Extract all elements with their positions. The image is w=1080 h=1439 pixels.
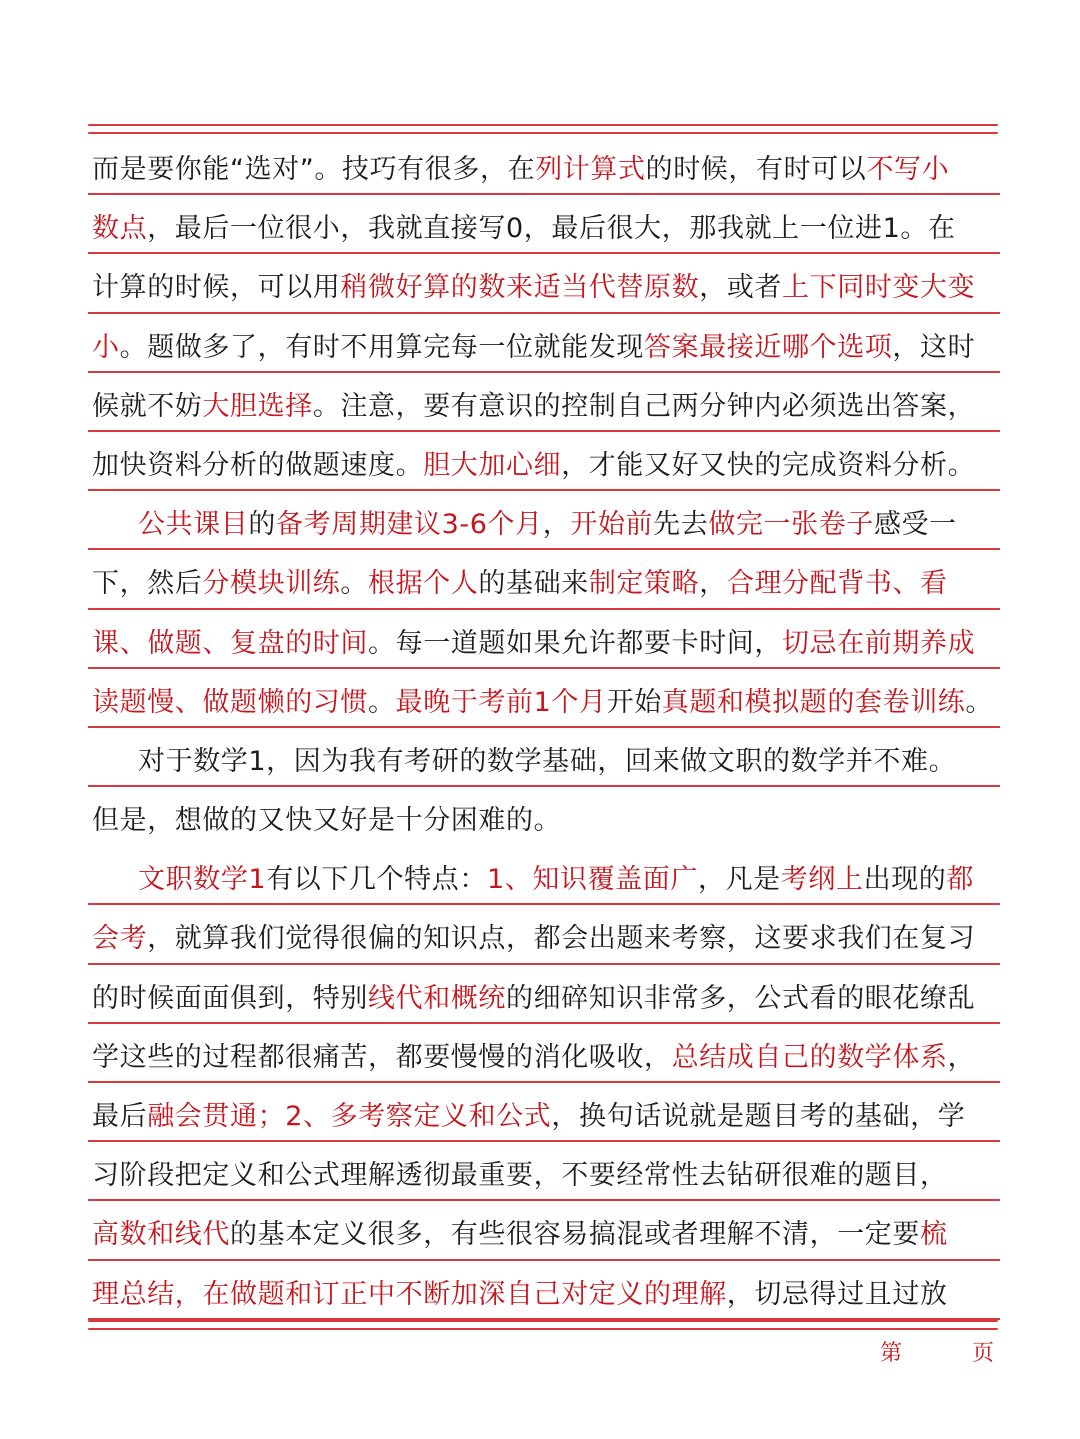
body-text: 。注意，要有意识的控制自己两分钟内必须选出答案， <box>312 390 976 422</box>
highlighted-text: 梳 <box>920 1219 948 1251</box>
body-text: 对于数学1，因为我有考研的数学基础，回来做文职的数学并不难。 <box>138 745 957 777</box>
highlighted-text: 上下同时变大变 <box>782 272 976 304</box>
highlighted-text: 数点 <box>92 213 148 245</box>
bottom-rule-1 <box>88 1320 998 1322</box>
text-line <box>92 673 1014 732</box>
body-text: 先去 <box>653 509 709 541</box>
text-line <box>92 258 1014 317</box>
highlighted-text: 大胆选择 <box>202 390 313 422</box>
highlighted-text: 做完一张卷子 <box>708 509 874 541</box>
text-line <box>92 554 1014 613</box>
text-line <box>92 1087 1014 1146</box>
body-text: 。 <box>965 686 994 718</box>
highlighted-text: 都 <box>946 864 975 896</box>
text-line <box>92 436 1014 495</box>
text-line <box>92 1028 1014 1087</box>
body-text: ，换句话说就是题目考的基础，学 <box>551 1101 966 1132</box>
highlighted-text: 融会贯通；2、多考察定义和公式 <box>147 1101 552 1132</box>
text-line <box>92 732 1014 791</box>
body-text: 计算的时候，可以用 <box>92 272 341 304</box>
body-text: 。 <box>368 686 396 718</box>
highlighted-text: 列计算式 <box>535 154 646 185</box>
text-line <box>92 377 1014 436</box>
text-line <box>92 969 1014 1028</box>
body-text: 开始 <box>606 686 662 718</box>
highlighted-text: 理总结，在做题和订正中不断加深自己对定义的理解 <box>92 1278 727 1310</box>
body-text: 的 <box>248 509 277 541</box>
body-text: 最后 <box>92 1101 148 1132</box>
body-text: ，凡是 <box>697 864 781 896</box>
bottom-rule-2 <box>88 1328 998 1330</box>
body-text: 的时候，有时可以 <box>645 154 867 185</box>
body-text: ，切忌得过且过放 <box>726 1278 948 1310</box>
highlighted-text: 读题慢、做题懒的习惯 <box>92 686 368 718</box>
text-line <box>92 909 1014 968</box>
highlighted-text: 高数和线代 <box>92 1219 230 1251</box>
text-line <box>92 140 1014 199</box>
body-text: 学这些的过程都很痛苦，都要慢慢的消化吸收， <box>92 1041 672 1073</box>
body-text: ， <box>699 568 727 600</box>
top-rule-2 <box>88 132 998 134</box>
highlighted-text: 根据个人 <box>368 568 479 600</box>
text-line <box>92 199 1014 258</box>
body-text: 有以下几个特点： <box>266 864 487 896</box>
highlighted-text: 最晚于考前1个月 <box>395 686 607 718</box>
body-text: ，或者 <box>699 272 783 304</box>
highlighted-text: 切忌在前期养成 <box>782 627 976 659</box>
body-text: 的时候面面俱到，特别 <box>92 982 368 1014</box>
highlighted-text: 考纲上 <box>780 864 864 896</box>
highlighted-text: 分模块训练 <box>202 568 341 600</box>
highlighted-text: 课、做题、复盘的时间 <box>92 627 368 659</box>
highlighted-text: 小 <box>92 331 120 363</box>
page-label-ye: 页 <box>972 1341 995 1366</box>
highlighted-text: 备考周期建议3-6个月 <box>276 509 543 541</box>
body-text: 感受一 <box>873 509 957 541</box>
body-text: 的细碎知识非常多，公式看的眼花缭乱 <box>506 982 976 1014</box>
highlighted-text: 胆大加心细 <box>423 449 562 481</box>
highlighted-text: 公共课目 <box>138 509 249 541</box>
page-label-di: 第 <box>880 1341 903 1366</box>
body-text: 但是，想做的又快又好是十分困难的。 <box>92 805 562 837</box>
text-line <box>92 791 1014 850</box>
highlighted-text: 答案最接近哪个选项 <box>644 331 893 363</box>
body-text: 。题做多了，有时不用算完每一位就能发现 <box>119 331 645 363</box>
highlighted-text: 会考 <box>92 923 148 955</box>
highlighted-text: 合理分配背书、看 <box>726 568 948 600</box>
text-line <box>92 318 1014 377</box>
body-text: 下，然后 <box>92 568 203 600</box>
text-line <box>92 614 1014 673</box>
text-line <box>92 495 1014 554</box>
body-text: 。每一道题如果允许都要卡时间， <box>368 627 782 659</box>
text-line <box>92 1265 1014 1324</box>
body-text: 出现的 <box>863 864 947 896</box>
handwritten-text-body <box>92 140 1014 1324</box>
body-text: 习阶段把定义和公式理解透彻最重要，不要经常性去钻研很难的题目， <box>92 1160 948 1192</box>
body-text: ，就算我们觉得很偏的知识点，都会出题来考察，这要求我们在复习 <box>147 923 976 955</box>
body-text: ， <box>947 1041 976 1073</box>
body-text: 的基础来 <box>478 568 589 600</box>
body-text: 加快资料分析的做题速度。 <box>92 449 424 481</box>
highlighted-text: 真题和模拟题的套卷训练 <box>661 686 966 718</box>
body-text: ，最后一位很小，我就直接写0，最后很大，那我就上一位进1。在 <box>147 213 956 245</box>
body-text: 而是要你能“选对”。技巧有很多，在 <box>92 154 536 185</box>
body-text: 的基本定义很多，有些很容易搞混或者理解不清，一定要 <box>230 1219 920 1251</box>
body-text: ，才能又好又快的完成资料分析。 <box>561 449 976 481</box>
body-text: 。 <box>340 568 369 600</box>
body-text: 候就不妨 <box>92 390 203 422</box>
text-line <box>92 850 1014 909</box>
body-text: ， <box>542 509 571 541</box>
highlighted-text: 线代和概统 <box>368 982 506 1014</box>
highlighted-text: 不写小 <box>866 154 950 185</box>
text-line <box>92 1146 1014 1205</box>
highlighted-text: 文职数学1 <box>138 864 267 896</box>
top-rule-1 <box>88 124 998 126</box>
text-line <box>92 1205 1014 1264</box>
highlighted-text: 制定策略 <box>588 568 700 600</box>
highlighted-text: 稍微好算的数来适当代替原数 <box>340 272 700 304</box>
highlighted-text: 开始前 <box>570 509 654 541</box>
highlighted-text: 总结成自己的数学体系 <box>671 1041 948 1073</box>
highlighted-text: 1、知识覆盖面广 <box>487 864 698 896</box>
body-text: ，这时 <box>892 331 976 363</box>
